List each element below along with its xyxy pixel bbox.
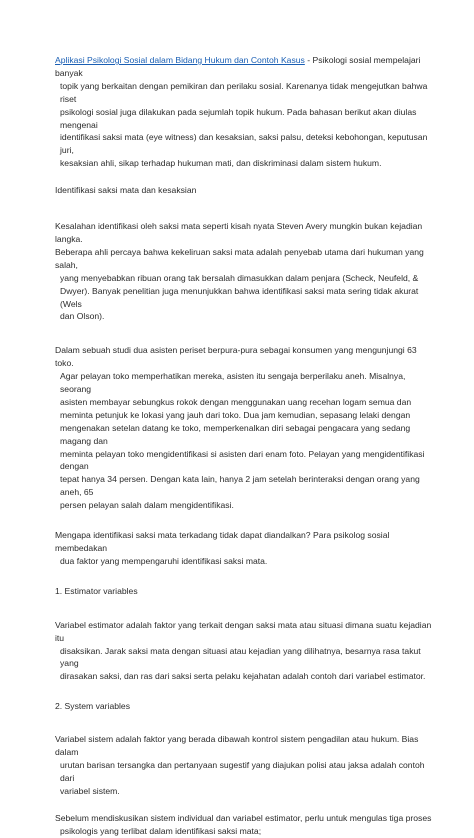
intro-line: topik yang berkaitan dengan pemikiran dan perilaku sosial. Karenanya tidak mengejutkan bahwa riset	[60, 80, 428, 104]
text-line: meminta petunjuk ke lokasi yang jauh dari toko. Dua jam kemudian, sepasang lelaki dengan	[60, 409, 411, 420]
intro-first-line-text: - Psikologi sosial mempelajari banyak	[55, 55, 421, 78]
text-line: Dalam sebuah studi dua asisten periset berpura-pura sebagai konsumen yang mengunjungi 63 toko.	[55, 345, 417, 369]
text-line: disaksikan. Jarak saksi mata dengan situasi atau kejadian yang dilihatnya, besarnya rasa takut yang	[60, 645, 421, 669]
intro-line: kesaksian ahli, sikap terhadap hukuman mati, dan diskriminasi dalam sistem hukum.	[60, 158, 382, 169]
paragraph-eyewitness-errors	[55, 220, 434, 323]
text-line: Kesalahan identifikasi oleh saksi mata seperti kisah nyata Steven Avery mungkin bukan kejadian langka.	[55, 221, 423, 244]
text-line: dua faktor yang mempengaruhi identifikasi saksi mata.	[60, 555, 268, 566]
paragraph-closing	[55, 812, 434, 838]
text-line: dan Olson).	[60, 311, 105, 322]
intro-line: psikologi sosial juga dilakukan pada sejumlah topik hukum. Pada bahasan berikut akan diulas mengenai	[60, 106, 417, 130]
text-line: Sebelum mendiskusikan sistem individual dan variabel estimator, perlu untuk mengulas tiga proses	[55, 812, 432, 823]
estimator-heading: 1. Estimator variables	[55, 585, 138, 596]
paragraph-system	[55, 733, 434, 798]
text-line: psikologis yang terlibat dalam identifikasi saksi mata;	[60, 825, 262, 836]
text-line: meminta pelayan toko mengidentifikasi si asisten dari enam foto. Pelayan yang mengidentifikasi dengan	[60, 448, 425, 472]
text-line: asisten membayar sebungkus rokok dengan menggunakan uang recehan logam semua dan	[60, 396, 412, 407]
intro-line-1	[55, 54, 434, 80]
paragraph-estimator	[55, 619, 434, 684]
text-line: Dwyer). Banyak penelitian juga menunjukkan bahwa identifikasi saksi mata sering tidak akurat (Wels	[60, 285, 419, 309]
section-heading: Identifikasi saksi mata dan kesaksian	[55, 185, 197, 196]
paragraph-two-factors	[55, 529, 434, 568]
intro-paragraph	[55, 54, 434, 170]
text-line: dirasakan saksi, dan ras dari saksi serta pelaku kejahatan adalah contoh dari variabel estimator.	[60, 671, 426, 682]
text-line: persen pelayan salah dalam mengidentifikasi.	[60, 500, 234, 511]
text-line: Variabel sistem adalah faktor yang berada dibawah kontrol sistem pengadilan atau hukum. Bias dalam	[55, 734, 419, 758]
text-line: yang menyebabkan ribuan orang tak bersalah dimasukkan dalam penjara (Scheck, Neufeld, &	[60, 272, 419, 283]
text-line: urutan barisan tersangka dan pertanyaan sugestif yang diajukan polisi atau jaksa adalah contoh dari	[60, 759, 425, 783]
text-line: Agar pelayan toko memperhatikan mereka, asisten itu sengaja berperilaku aneh. Misalnya, seorang	[60, 371, 406, 395]
intro-line: identifikasi saksi mata (eye witness) dan kesaksian, saksi palsu, deteksi kebohongan, keputusan juri,	[60, 132, 428, 156]
paragraph-store-study	[55, 344, 434, 512]
text-line: tepat hanya 34 persen. Dengan kata lain, hanya 2 jam setelah berinteraksi dengan orang yang aneh, 65	[60, 474, 420, 498]
text-line: mengenakan setelan datang ke toko, memperkenalkan diri sebagai pengacara yang sedang magang dan	[60, 422, 411, 446]
text-line: Beberapa ahli percaya bahwa kekeliruan saksi mata adalah penyebab utama dari hukuman yang salah,	[55, 246, 424, 270]
system-heading: 2. System variables	[55, 701, 130, 712]
text-line: Variabel estimator adalah faktor yang terkait dengan saksi mata atau situasi dimana suatu kejadian itu	[55, 619, 432, 643]
article-link[interactable]: Aplikasi Psikologi Sosial dalam Bidang Hukum dan Contoh Kasus	[55, 55, 305, 65]
text-line: variabel sistem.	[60, 785, 120, 796]
text-line: Mengapa identifikasi saksi mata terkadang tidak dapat diandalkan? Para psikolog sosial membedakan	[55, 530, 390, 553]
